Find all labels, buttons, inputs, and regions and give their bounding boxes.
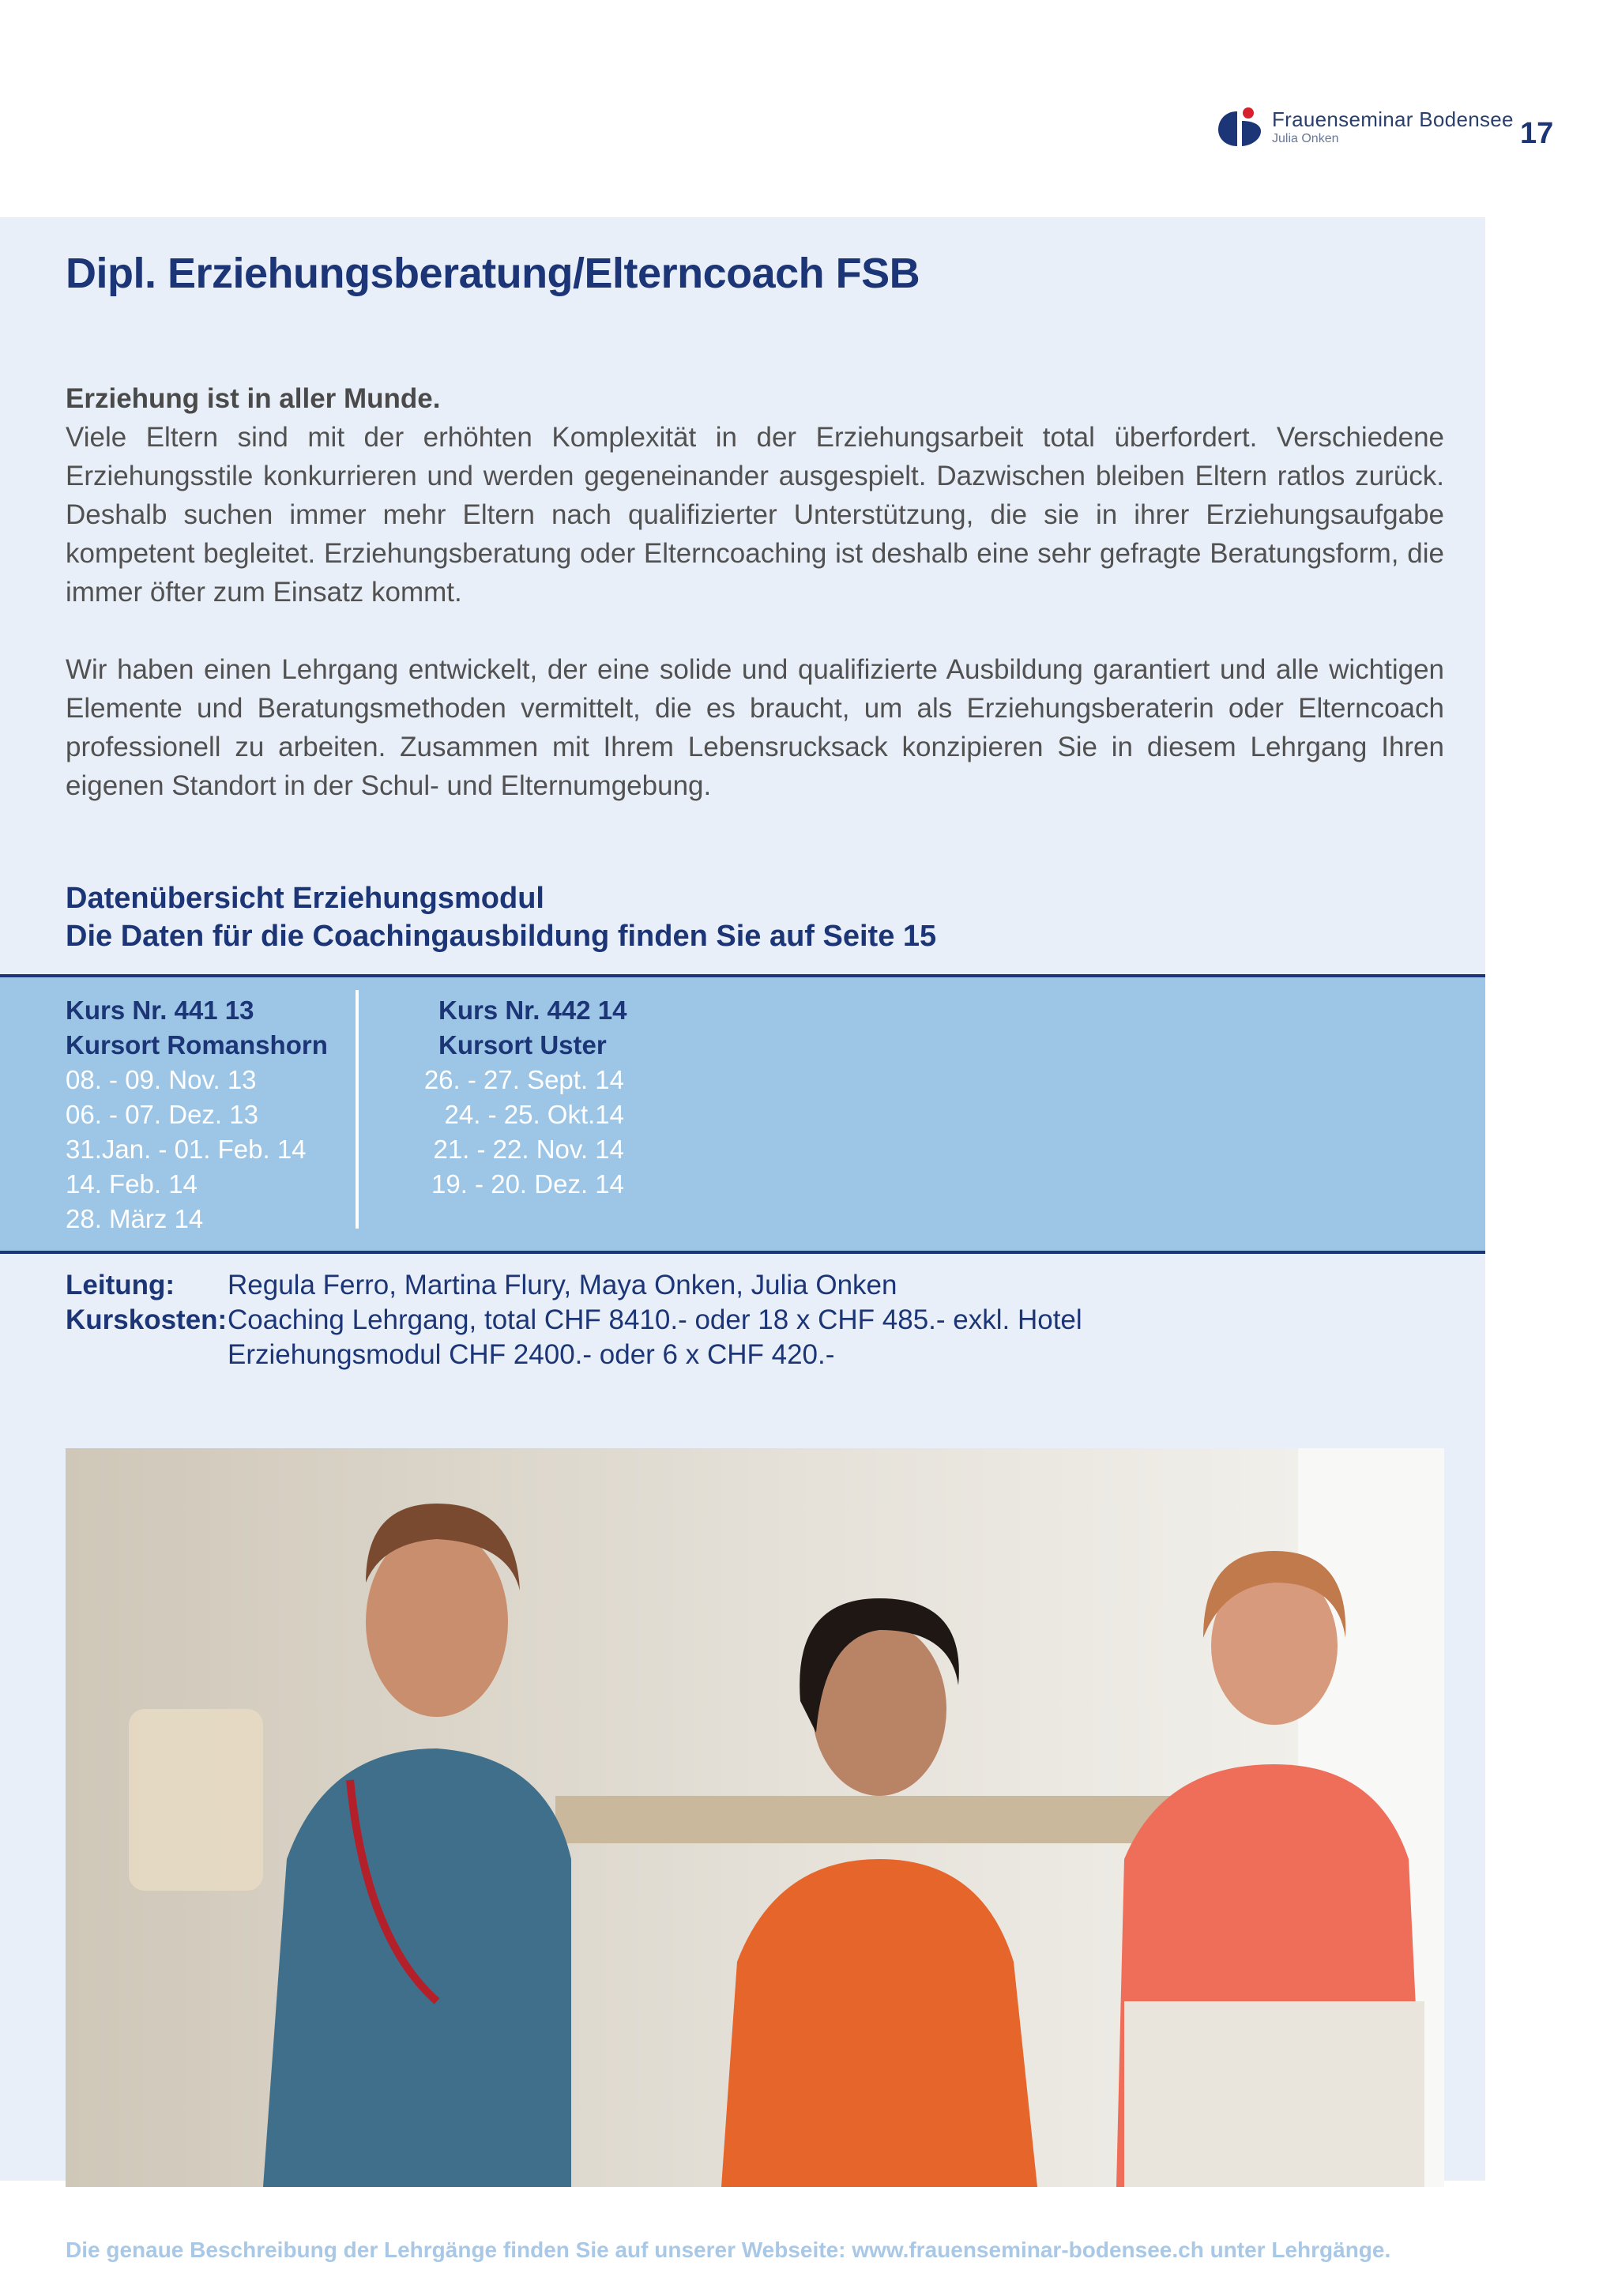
- course-date: 24. - 25. Okt.14: [444, 1100, 624, 1129]
- kosten-label: Kurskosten:: [66, 1304, 228, 1335]
- section-heading: [66, 879, 936, 955]
- brand-name: Frauenseminar Bodensee: [1272, 107, 1514, 131]
- intro-paragraph-1: Viele Eltern sind mit der erhöhten Komplexität in der Erziehungsarbeit total überfordert. Verschiedene Erziehungsstile konkurrieren und werden gegeneinander ausgespielt. Dazwischen bleiben Eltern ratlos zurück. Deshalb suchen immer mehr Eltern nach qualifizierter Unterstützung, die sie in ihrer Erziehungsaufgabe kompetent begleitet. Erziehungsberatung oder Elterncoaching ist deshalb eine sehr gefragte Beratungsform, die immer öfter zum Einsatz kommt.: [66, 422, 1444, 608]
- course-date: 26. - 27. Sept. 14: [423, 1065, 624, 1094]
- page-header: [0, 0, 1618, 217]
- course-date: 14. Feb. 14: [66, 1169, 198, 1199]
- intro-paragraph-2: Wir haben einen Lehrgang entwickelt, der eine solide und qualifizierte Ausbildung garantiert und alle wichtigen Elemente und Beratungsmethoden vermittelt, die es braucht, um als Erziehungsberaterin oder Elterncoach professionell zu arbeiten. Zusammen mit Ihrem Lebensrucksack konzipieren Sie in diesem Lehrgang Ihren eigenen Standort in der Schul- und Elternumgebung.: [66, 654, 1444, 801]
- course-number: Kurs Nr. 442 14: [438, 996, 627, 1025]
- course-date: 28. März 14: [66, 1204, 204, 1233]
- column-divider: [356, 990, 359, 1229]
- course-number: Kurs Nr. 441 13: [66, 996, 254, 1025]
- brand-subtitle: Julia Onken: [1272, 132, 1339, 145]
- course-dates-table: [0, 974, 1485, 1254]
- seminar-photo-illustration: [66, 1448, 1444, 2187]
- frauenseminar-logo-icon: [1217, 107, 1262, 148]
- intro-text: [66, 379, 1444, 805]
- footer-note: Die genaue Beschreibung der Lehrgänge finden Sie auf unserer Webseite: www.frauenseminar-bodensee.ch unter Lehrgänge.: [66, 2238, 1391, 2262]
- course-date: 08. - 09. Nov. 13: [66, 1065, 257, 1094]
- kosten-value-2: Erziehungsmodul CHF 2400.- oder 6 x CHF 420.-: [228, 1339, 835, 1370]
- kosten-value-1: Coaching Lehrgang, total CHF 8410.- oder 18 x CHF 485.- exkl. Hotel: [228, 1304, 1082, 1335]
- course-location: Kursort Uster: [438, 1030, 607, 1060]
- course-column-1: [66, 993, 328, 1236]
- intro-lead: Erziehung ist in aller Munde.: [66, 383, 441, 414]
- section-heading-line-1: Datenübersicht Erziehungsmodul: [66, 882, 544, 915]
- seminar-photo: [66, 1448, 1444, 2187]
- course-date: 06. - 07. Dez. 13: [66, 1100, 258, 1129]
- course-column-2: [419, 993, 627, 1202]
- leitung-row: [66, 1268, 1082, 1303]
- course-info: [66, 1268, 1082, 1372]
- kosten-row-2: [66, 1338, 1082, 1372]
- brand: [1272, 107, 1514, 147]
- leitung-value: Regula Ferro, Martina Flury, Maya Onken, Julia Onken: [228, 1270, 897, 1300]
- course-date: 31.Jan. - 01. Feb. 14: [66, 1135, 307, 1164]
- course-date: 19. - 20. Dez. 14: [431, 1169, 624, 1199]
- course-date: 21. - 22. Nov. 14: [433, 1135, 624, 1164]
- leitung-label: Leitung:: [66, 1270, 175, 1300]
- section-heading-line-2: Die Daten für die Coachingausbildung finden Sie auf Seite 15: [66, 920, 937, 953]
- kosten-row: [66, 1303, 1082, 1338]
- page-number: 17: [1520, 117, 1554, 150]
- course-location: Kursort Romanshorn: [66, 1030, 328, 1060]
- page-title: Dipl. Erziehungsberatung/Elterncoach FSB: [66, 250, 920, 297]
